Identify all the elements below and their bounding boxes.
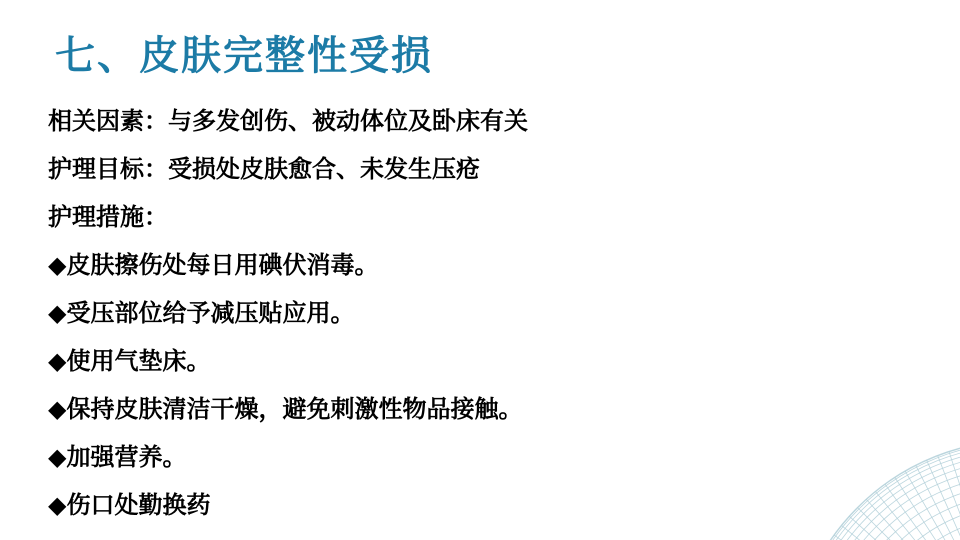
- slide-title: 七、皮肤完整性受损: [55, 34, 433, 78]
- bullet-text: 加强营养。: [66, 444, 187, 471]
- nursing-goal-line: 护理目标：受损处皮肤愈合、未发生压疮: [48, 156, 480, 183]
- bullet-text: 受压部位给予减压贴应用。: [66, 300, 355, 327]
- bullet-text: 保持皮肤清洁干燥，避免刺激性物品接触。: [66, 396, 523, 423]
- diamond-bullet-icon: ◆: [48, 300, 67, 327]
- bullet-text: 皮肤擦伤处每日用碘伏消毒。: [66, 252, 379, 279]
- bullet-item: [48, 338, 930, 386]
- diamond-bullet-icon: ◆: [48, 252, 67, 279]
- nursing-measures-heading: 护理措施：: [48, 204, 168, 231]
- bullet-item: [48, 290, 930, 338]
- bullet-text: 伤口处勤换药: [66, 492, 211, 519]
- diamond-bullet-icon: ◆: [48, 444, 67, 471]
- related-factors-line: 相关因素：与多发创伤、被动体位及卧床有关: [48, 108, 528, 135]
- bullet-item: [48, 242, 930, 290]
- bullet-item: [48, 482, 930, 530]
- slide-body: [48, 98, 930, 530]
- diamond-bullet-icon: ◆: [48, 348, 67, 375]
- diamond-bullet-icon: ◆: [48, 396, 67, 423]
- bullet-item: [48, 434, 930, 482]
- diamond-bullet-icon: ◆: [48, 492, 67, 519]
- bullet-item: [48, 386, 930, 434]
- bullet-text: 使用气垫床。: [66, 348, 211, 375]
